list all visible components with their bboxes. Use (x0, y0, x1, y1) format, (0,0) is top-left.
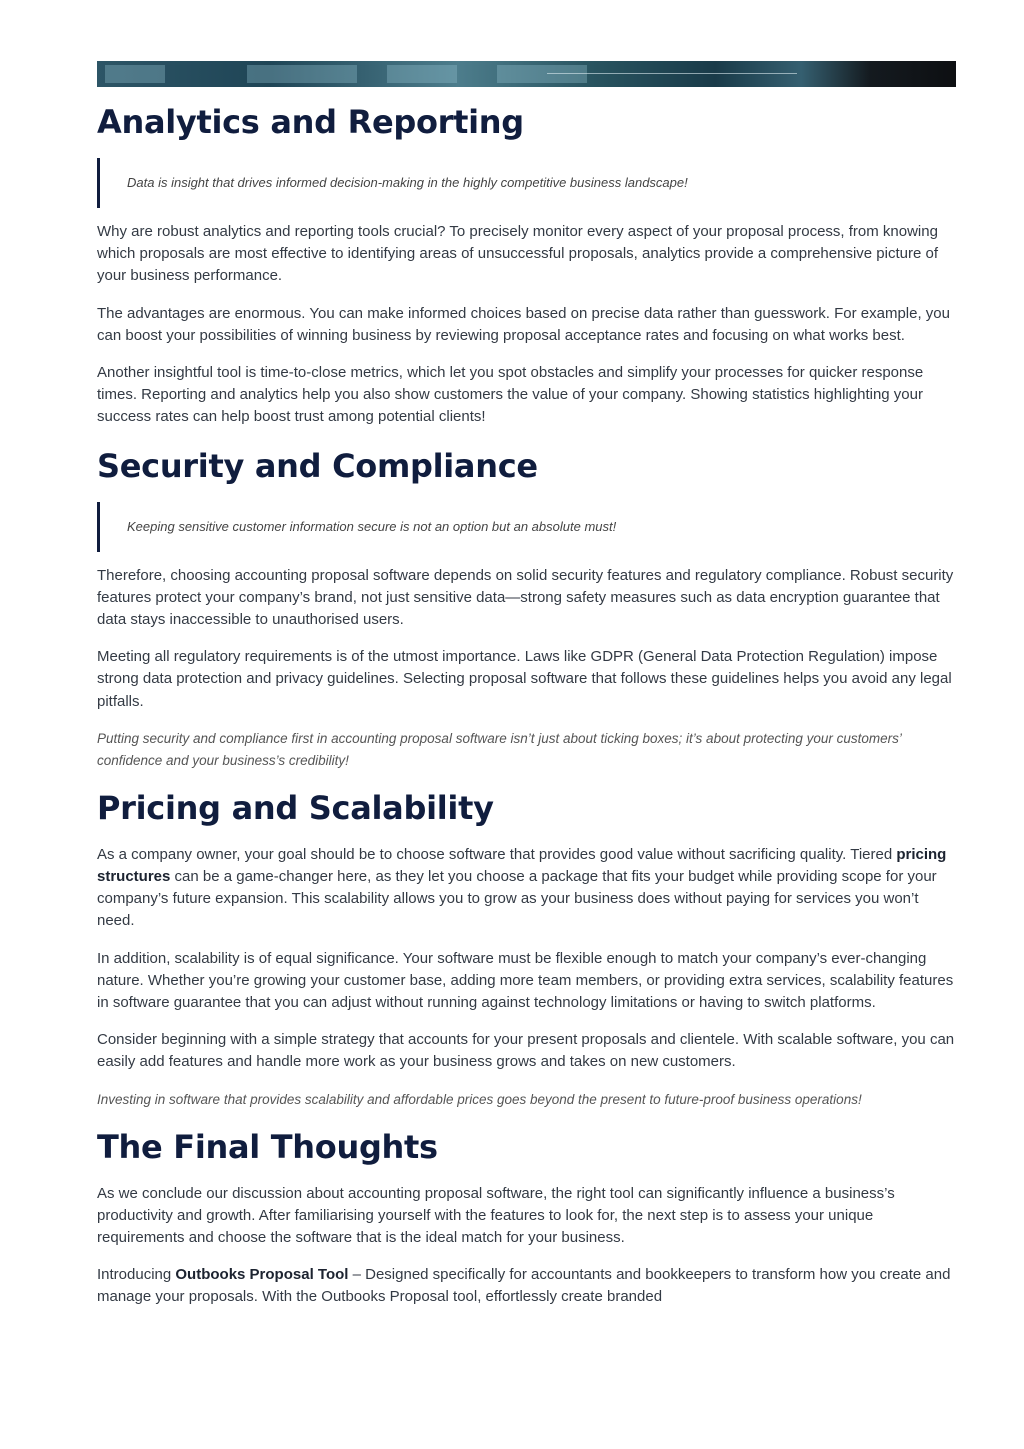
text-run: Introducing (97, 1266, 176, 1284)
paragraph: In addition, scalability is of equal significance. Your software must be flexible enough to match your company’s ever-changing nature. Whether you’re growing your customer base, adding more team members, or providing extra services, scalability features in software guarantee that you can adjust without running against technology limitations or having to switch platforms. (97, 949, 954, 1012)
article-content (97, 100, 957, 1324)
text-run: can be a game-changer here, as they let you choose a package that fits your budget while providing scope for your company’s future expansion. This scalability allows you to grow as your business does without paying for services you won’t need. (97, 868, 937, 930)
banner-decor (247, 65, 357, 83)
section-heading-final-thoughts: The Final Thoughts (97, 1127, 438, 1166)
text-run: As a company owner, your goal should be to choose software that provides good value without sacrificing quality. Tiered (97, 845, 897, 863)
paragraph: Meeting all regulatory requirements is of the utmost importance. Laws like GDPR (General Data Protection Regulation) impose strong data protection and privacy guidelines. Selecting proposal software that follows these guidelines helps you avoid any legal pitfalls. (97, 648, 952, 710)
section-heading-pricing: Pricing and Scalability (97, 788, 494, 827)
bold-term-pricing-structures: pricing structures (97, 845, 947, 886)
banner-decor (547, 73, 797, 74)
paragraph (97, 1264, 957, 1308)
banner-decor (497, 65, 587, 83)
section-quote-security: Keeping sensitive customer information secure is not an option but an absolute must! (97, 502, 957, 552)
banner-decor (105, 65, 165, 83)
section-heading-analytics: Analytics and Reporting (97, 103, 524, 141)
paragraph: The advantages are enormous. You can make informed choices based on precise data rather than guesswork. For example, you can boost your possibilities of winning business by reviewing proposal acceptance rates and focusing on what works best. (97, 304, 950, 344)
header-banner-image (97, 61, 956, 87)
banner-decor (387, 65, 457, 83)
bold-term-outbooks-proposal-tool: Outbooks Proposal Tool (175, 1266, 349, 1284)
section-note-security: Putting security and compliance first in accounting proposal software isn’t just about ticking boxes; it’s about protecting your customers’ confidence and your business’s credibility! (97, 730, 902, 768)
paragraph: Therefore, choosing accounting proposal software depends on solid security features and regulatory compliance. Robust security features protect your company’s brand, not just sensitive data—strong safety measures such as data encryption guarantee that data stays inaccessible to unauthorised users. (97, 566, 954, 629)
text-run: – Designed specifically for accountants and bookkeepers to transform how you create and manage your proposals. With the Outbooks Proposal tool, effortlessly create branded (97, 1266, 951, 1306)
section-heading-security: Security and Compliance (97, 446, 538, 485)
section-note-pricing: Investing in software that provides scalability and affordable prices goes beyond the present to future-proof business operations! (97, 1091, 862, 1107)
paragraph: Consider beginning with a simple strategy that accounts for your present proposals and clientele. With scalable software, you can easily add features and handle more work as your business grows and takes on new customers. (97, 1031, 955, 1071)
paragraph: Why are robust analytics and reporting tools crucial? To precisely monitor every aspect of your proposal process, from knowing which proposals are most effective to identifying areas of unsuccessful proposals, analytics provide a comprehensive picture of your business performance. (97, 223, 938, 285)
paragraph: Another insightful tool is time-to-close metrics, which let you spot obstacles and simplify your processes for quicker response times. Reporting and analytics help you also show customers the value of your company. Showing statistics highlighting your success rates can help boost trust among potential clients! (97, 364, 924, 426)
paragraph: As we conclude our discussion about accounting proposal software, the right tool can significantly influence a business’s productivity and growth. After familiarising yourself with the features to look for, the next step is to assess your unique requirements and choose the software that is the ideal match for your business. (97, 1184, 895, 1247)
paragraph (97, 844, 957, 933)
section-quote-analytics: Data is insight that drives informed decision-making in the highly competitive business landscape! (97, 158, 957, 208)
